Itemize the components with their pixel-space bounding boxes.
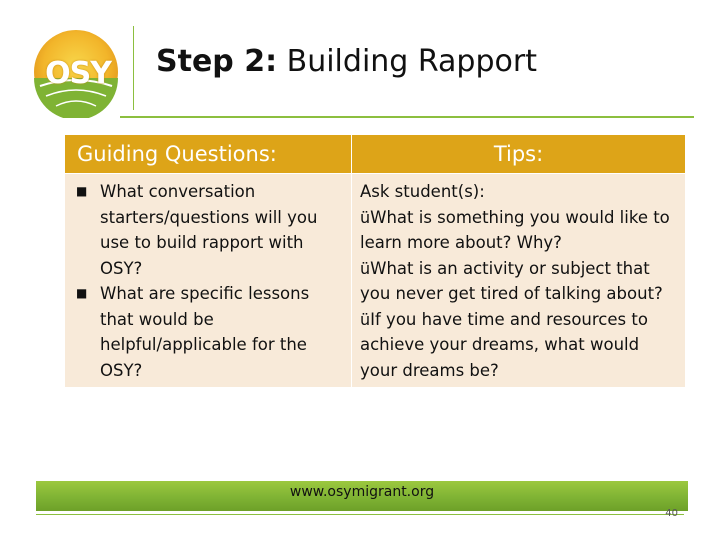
bullet-icon: ■ [76,184,88,198]
col-header-guiding-questions: Guiding Questions: [65,135,352,174]
list-item [360,307,677,384]
bullet-icon: ■ [76,286,88,300]
tip-text: If you have time and resources to achieve your dreams, what would your dreams be? [360,309,648,380]
questions-cell [65,174,352,388]
header-divider-vertical [133,26,134,110]
tip-text: What is an activity or subject that you never get tired of talking about? [360,258,663,303]
footer-underline [36,514,684,515]
logo-text: OSY [45,56,111,91]
col-header-tips: Tips: [352,135,686,174]
rapport-table [64,134,686,388]
page-number: 40 [665,508,678,519]
checkmark-icon: ü [360,309,371,329]
page-title [156,44,537,79]
tip-text: What is something you would like to learn more about? Why? [360,207,670,252]
footer-website-link[interactable]: www.osymigrant.org [289,484,435,500]
list-item [360,256,677,307]
checkmark-icon: ü [360,258,371,278]
title-step: Step 2: [156,44,278,79]
list-item [73,281,343,383]
question-text: What conversation starters/questions will you use to build rapport with OSY? [100,182,318,278]
osy-logo [30,26,122,118]
checkmark-icon: ü [360,207,371,227]
tips-cell [352,174,686,388]
header-divider [120,116,694,118]
title-text: Building Rapport [277,44,537,79]
question-text: What are specific lessons that would be helpful/applicable for the OSY? [100,284,310,380]
list-item [73,179,343,281]
table-row [65,174,686,388]
list-item [360,205,677,256]
questions-list [73,179,343,383]
tips-intro: Ask student(s): [360,182,485,201]
table-header-row [65,135,686,174]
